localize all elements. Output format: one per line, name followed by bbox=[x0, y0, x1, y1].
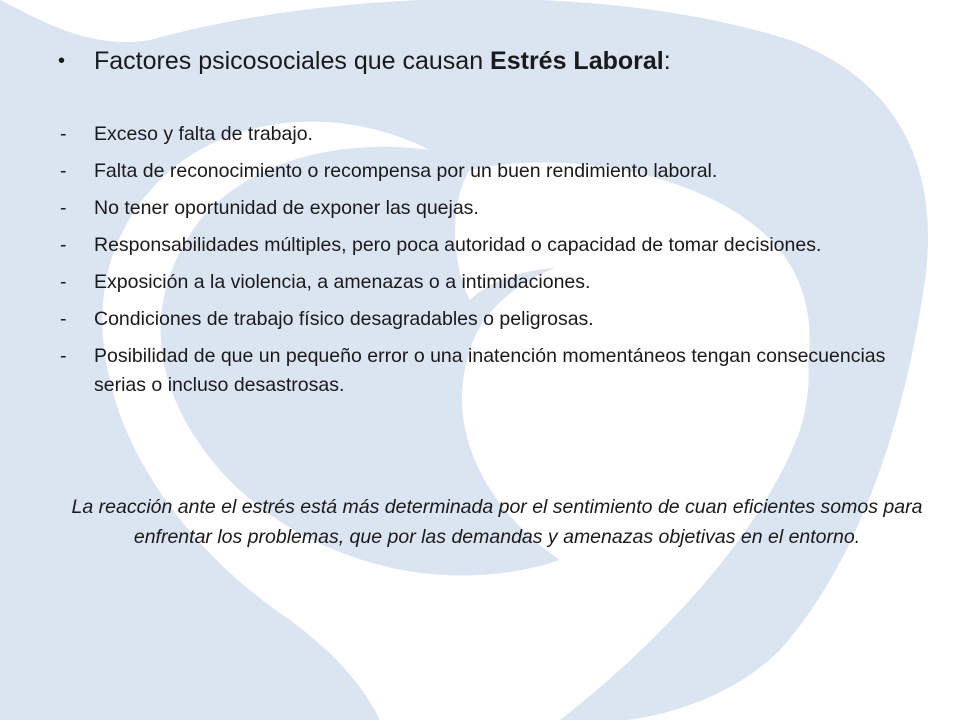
list-item-text: Exceso y falta de trabajo. bbox=[94, 123, 313, 145]
dash-marker: - bbox=[60, 308, 67, 330]
list-item bbox=[58, 120, 918, 149]
list-item bbox=[58, 268, 918, 297]
list-item-text: Falta de reconocimiento o recompensa por un buen rendimiento laboral. bbox=[94, 160, 718, 182]
list-item bbox=[58, 194, 918, 223]
heading-suffix: : bbox=[663, 47, 671, 75]
dash-marker: - bbox=[60, 234, 67, 256]
factors-list bbox=[58, 120, 918, 408]
list-item bbox=[58, 342, 918, 400]
dash-marker: - bbox=[60, 271, 67, 293]
closing-quote: La reacción ante el estrés está más determinada por el sentimiento de cuan eficientes somos para enfrentar los problemas, que por las demandas y amenazas objetivas en el entorno. bbox=[71, 496, 923, 548]
list-item bbox=[58, 157, 918, 186]
list-item bbox=[58, 231, 918, 260]
list-item-text: No tener oportunidad de exponer las quejas. bbox=[94, 197, 479, 219]
bullet-icon: • bbox=[58, 50, 66, 72]
dash-marker: - bbox=[60, 197, 67, 219]
dash-marker: - bbox=[60, 160, 67, 182]
dash-marker: - bbox=[60, 345, 67, 367]
list-item-text: Posibilidad de que un pequeño error o una inatención momentáneos tengan consecuencias serias o incluso desastrosas. bbox=[94, 345, 886, 396]
heading-text bbox=[94, 42, 671, 80]
heading-prefix: Factores psicosociales que causan bbox=[94, 47, 491, 75]
dash-marker: - bbox=[60, 123, 67, 145]
list-item-text: Responsabilidades múltiples, pero poca autoridad o capacidad de tomar decisiones. bbox=[94, 234, 822, 256]
heading-bold: Estrés Laboral bbox=[490, 47, 664, 75]
list-item bbox=[58, 305, 918, 334]
list-item-text: Exposición a la violencia, a amenazas o a intimidaciones. bbox=[94, 271, 591, 293]
list-item-text: Condiciones de trabajo físico desagradables o peligrosas. bbox=[94, 308, 594, 330]
